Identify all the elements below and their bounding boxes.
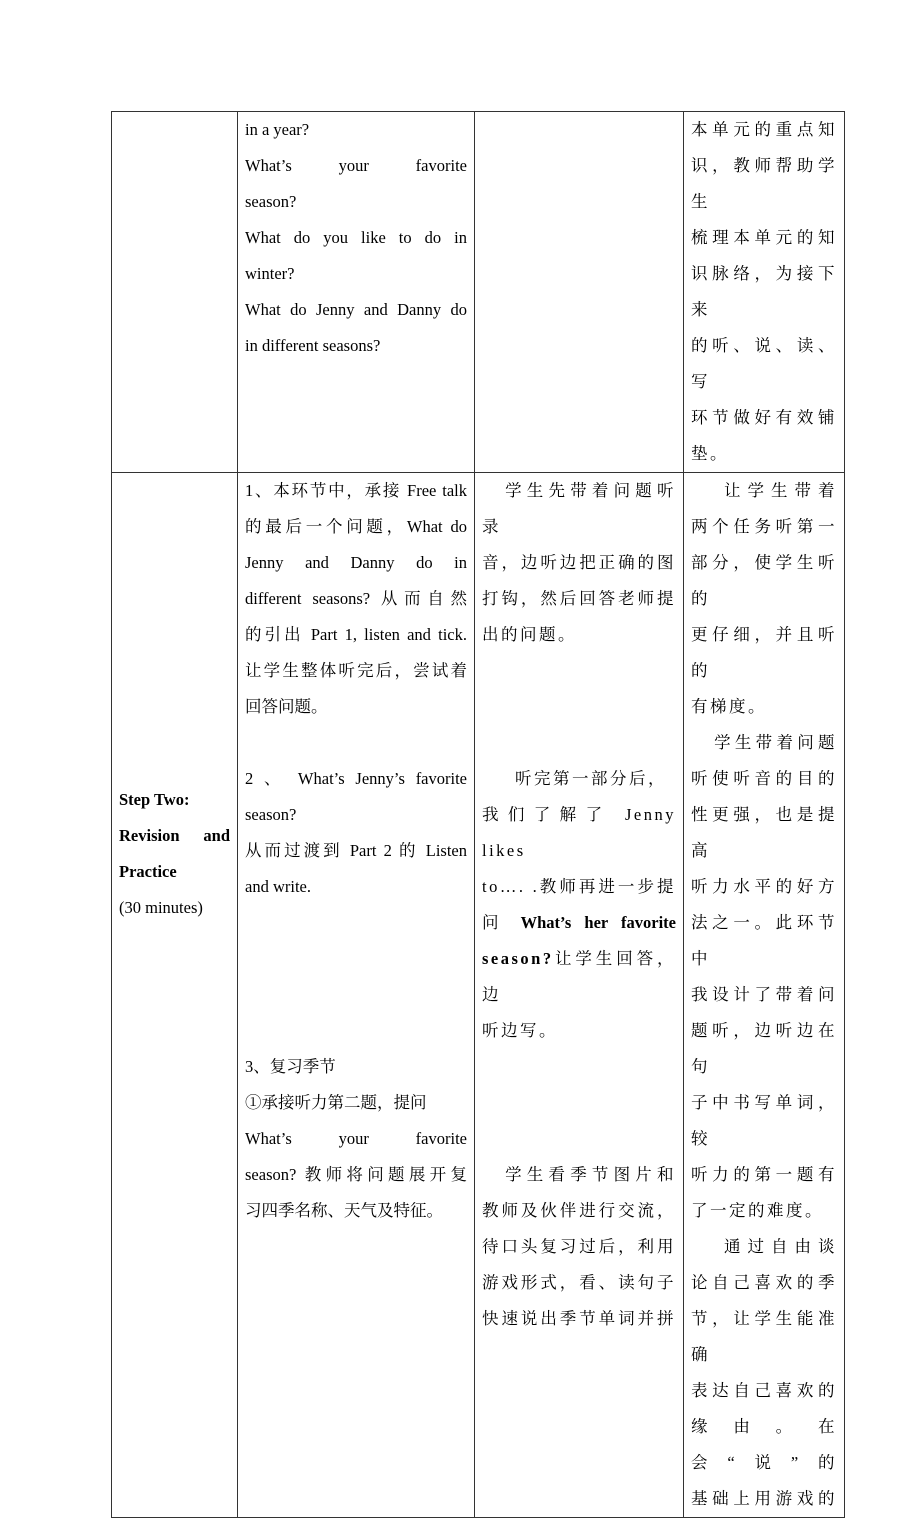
text-line: What do Jenny and Danny do <box>245 300 467 319</box>
text-line: 让学生整体听完后，尝试着 <box>245 661 467 680</box>
design-intent-cell <box>684 112 845 473</box>
text-line: 听完第一部分后， <box>515 769 667 788</box>
text-line: 出的问题。 <box>482 625 577 644</box>
text-line: ①承接听力第二题，提问 <box>245 1093 427 1112</box>
text-line: 论自己喜欢的季 <box>691 1273 837 1292</box>
text-line: 3、复习季节 <box>245 1057 336 1076</box>
spacer <box>482 1049 676 1121</box>
text-line: 题听，边听边在句 <box>691 1021 837 1076</box>
text-line: 的听、说、读、写 <box>691 336 837 391</box>
text-line: What do you like to do in <box>245 228 467 247</box>
teacher-activity-cell <box>238 473 475 1518</box>
text-line: 听力水平的好方 <box>691 877 837 896</box>
text-line: What’s your favorite <box>245 1129 467 1148</box>
table-row-continued <box>112 112 845 473</box>
bold-question: season? <box>482 949 554 968</box>
step-cell-empty <box>112 112 238 473</box>
text-line: 从而过渡到 Part 2 的 Listen <box>245 841 467 860</box>
text-line: 2 、 What’s Jenny’s favorite <box>245 769 467 788</box>
text-line: 有梯度。 <box>691 697 767 716</box>
bold-question: What’s her favorite <box>520 913 676 932</box>
text-line: 打钩，然后回答老师提 <box>482 589 676 608</box>
spacer <box>482 653 676 725</box>
text-line: 待口头复习过后，利用 <box>482 1237 676 1256</box>
text-line: Jenny and Danny do in <box>245 553 467 572</box>
text-line: season? <box>245 192 297 211</box>
text-line: 我设计了带着问 <box>691 985 837 1004</box>
text-line: 听使听音的目的 <box>691 769 837 788</box>
text-line: 快速说出季节单词并拼 <box>482 1309 676 1328</box>
table-row-step-two <box>112 473 845 1518</box>
text-line: 1、本环节中，承接 Free talk <box>245 481 467 500</box>
text-line <box>482 905 676 941</box>
text-line: 垫。 <box>691 444 729 463</box>
text-line: 我们了解了 Jenny likes <box>482 805 676 860</box>
teacher-activity-cell <box>238 112 475 473</box>
text-line: 法之一。此环节中 <box>691 913 837 968</box>
text-line: 学生带着问题 <box>714 733 837 752</box>
spacer <box>482 725 676 761</box>
step-title: Revision and <box>119 825 230 845</box>
text-line: 环节做好有效铺 <box>691 408 837 427</box>
text-line: What’s your favorite <box>245 156 467 175</box>
lesson-plan-table <box>111 111 845 1518</box>
text-line: 通过自由谈 <box>724 1237 837 1256</box>
text-line: 更仔细，并且听的 <box>691 625 837 680</box>
step-cell <box>112 473 238 1518</box>
text-line: 部分，使学生听的 <box>691 553 837 608</box>
text-line: different seasons? 从而自然 <box>245 589 467 608</box>
text-line: 两个任务听第一 <box>691 517 837 536</box>
text-line: season? 教师将问题展开复 <box>245 1165 467 1184</box>
text-fragment: 让学生回答，边 <box>482 949 676 1004</box>
text-line: 子中书写单词，较 <box>691 1093 837 1148</box>
text-line: winter? <box>245 264 295 283</box>
text-line: 听边写。 <box>482 1021 558 1040</box>
text-line: 缘由。在会“说”的 <box>691 1417 837 1472</box>
spacer <box>245 941 467 1013</box>
text-line: 表达自己喜欢的 <box>691 1381 837 1400</box>
text-line: 学生先带着问题听录 <box>482 481 676 536</box>
text-line: 习四季名称、天气及特征。 <box>245 1201 443 1220</box>
text-line: 音，边听边把正确的图 <box>482 553 676 572</box>
text-line: 识脉络，为接下来 <box>691 264 837 319</box>
step-title: Practice <box>119 861 177 881</box>
spacer <box>245 725 467 761</box>
text-line: to…. .教师再进一步提 <box>482 877 676 896</box>
text-line: 学生看季节图片和 <box>505 1165 676 1184</box>
text-line: 识，教师帮助学生 <box>691 156 837 211</box>
text-line: 回答问题。 <box>245 697 328 716</box>
design-intent-cell <box>684 473 845 1518</box>
text-line: 游戏形式，看、读句子 <box>482 1273 676 1292</box>
text-line: in a year? <box>245 120 310 139</box>
text-line: 听力的第一题有 <box>691 1165 837 1184</box>
text-fragment: 问 <box>482 913 521 932</box>
text-line: in different seasons? <box>245 336 381 355</box>
text-line: 了一定的难度。 <box>691 1201 824 1220</box>
text-line: 梳理本单元的知 <box>691 228 837 247</box>
text-line: 基础上用游戏的 <box>691 1489 837 1508</box>
student-activity-cell <box>475 473 684 1518</box>
text-line: 性更强，也是提高 <box>691 805 837 860</box>
text-line: 的最后一个问题，What do <box>245 517 467 536</box>
text-line: season? <box>245 805 297 824</box>
text-line: 教师及伙伴进行交流， <box>482 1201 676 1220</box>
spacer <box>482 1121 676 1157</box>
text-line: and write. <box>245 877 311 896</box>
text-line <box>482 941 676 1013</box>
student-activity-cell <box>475 112 684 473</box>
step-title: Step Two: <box>119 789 190 809</box>
spacer <box>245 1013 467 1049</box>
text-line: 节，让学生能准确 <box>691 1309 837 1364</box>
text-line: 让学生带着 <box>724 481 837 500</box>
text-line: 本单元的重点知 <box>691 120 837 139</box>
spacer <box>245 905 467 941</box>
step-duration: (30 minutes) <box>119 897 203 917</box>
text-line: 的引出 Part 1, listen and tick. <box>245 625 467 644</box>
